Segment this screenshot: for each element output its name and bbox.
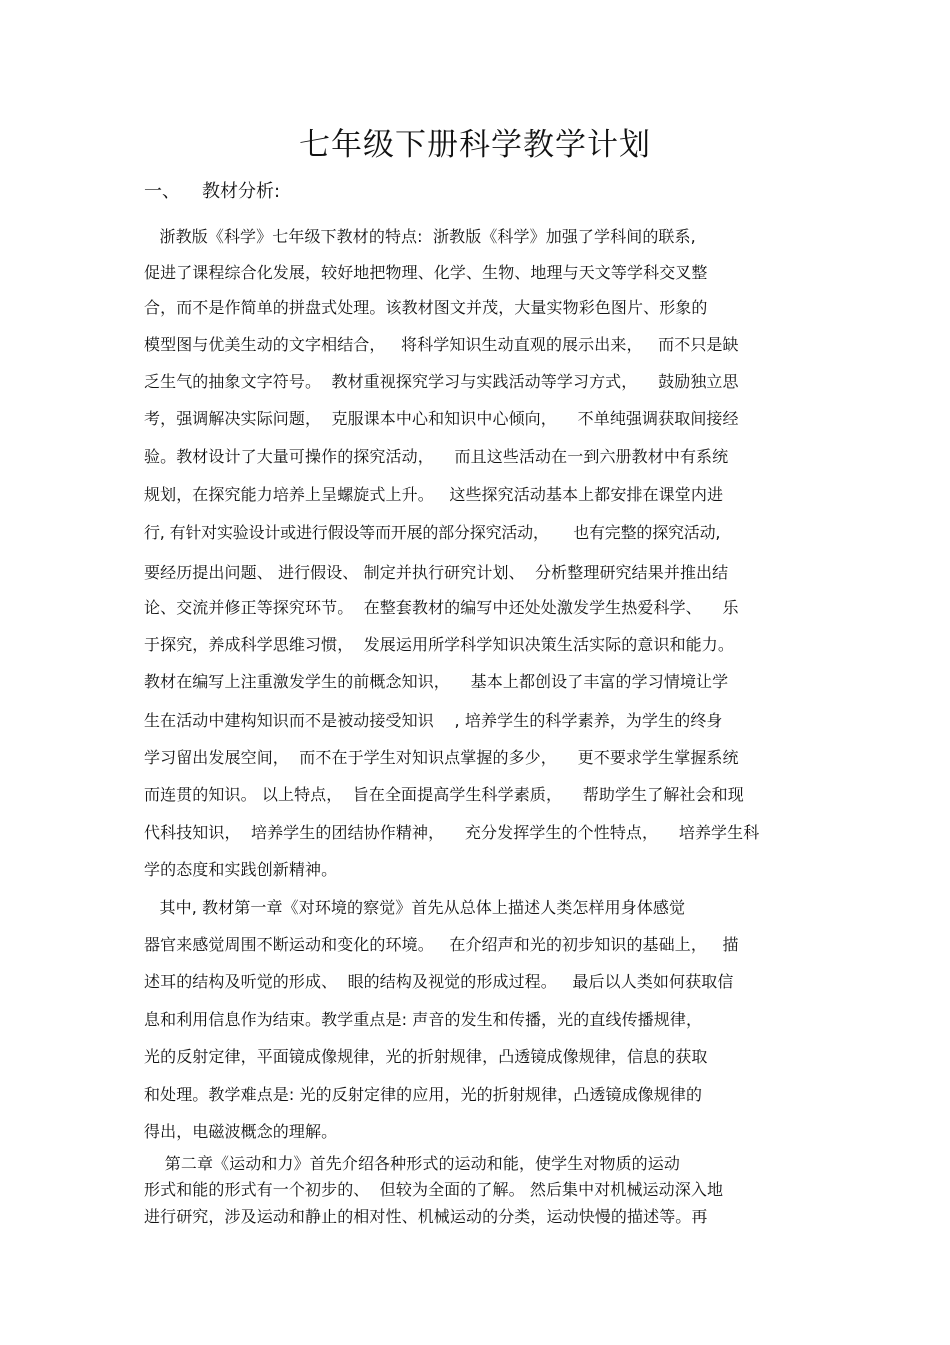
paragraph-line: 代科技知识， 培养学生的团结协作精神， 充分发挥学生的个性特点， 培养学生科 xyxy=(144,823,760,842)
paragraph-line: 学的态度和实践创新精神。 xyxy=(144,860,338,879)
paragraph-line: 要经历提出问题、 进行假设、 制定并执行研究计划、 分析整理研究结果并推出结 xyxy=(144,563,729,582)
paragraph-line: 行, 有针对实验设计或进行假设等而开展的部分探究活动， 也有完整的探究活动, xyxy=(144,523,721,542)
paragraph-line: 器官来感觉周围不断运动和变化的环境。 在介绍声和光的初步知识的基础上， 描 xyxy=(144,935,739,954)
paragraph-line: 形式和能的形式有一个初步的、 但较为全面的了解。 然后集中对机械运动深入地 xyxy=(144,1180,724,1199)
paragraph-line: 而连贯的知识。 以上特点， 旨在全面提高学生科学素质， 帮助学生了解社会和现 xyxy=(144,785,744,804)
paragraph-line: 第二章《运动和力》首先介绍各种形式的运动和能，使学生对物质的运动 xyxy=(144,1154,680,1173)
paragraph-line: 生在活动中建构知识而不是被动接受知识 , 培养学生的科学素养，为学生的终身 xyxy=(144,711,723,730)
paragraph-line: 学习留出发展空间， 而不在于学生对知识点掌握的多少， 更不要求学生掌握系统 xyxy=(144,748,739,767)
paragraph-line: 述耳的结构及听觉的形成、 眼的结构及视觉的形成过程。 最后以人类如何获取信 xyxy=(144,972,734,991)
paragraph-line: 和处理。教学难点是: 光的反射定律的应用，光的折射规律，凸透镜成像规律的 xyxy=(144,1085,703,1104)
paragraph-line: 促进了课程综合化发展，较好地把物理、化学、生物、地理与天文等学科交叉整 xyxy=(144,263,708,282)
paragraph-line: 考，强调解决实际问题， 克服课本中心和知识中心倾向， 不单纯强调获取间接经 xyxy=(144,409,739,428)
paragraph-line: 规划，在探究能力培养上呈螺旋式上升。 这些探究活动基本上都安排在课堂内进 xyxy=(144,485,724,504)
paragraph-line: 其中, 教材第一章《对环境的察觉》首先从总体上描述人类怎样用身体感觉 xyxy=(144,898,686,917)
paragraph-line: 验。教材设计了大量可操作的探究活动， 而且这些活动在一到六册教材中有系统 xyxy=(144,447,729,466)
paragraph-line: 光的反射定律，平面镜成像规律，光的折射规律，凸透镜成像规律，信息的获取 xyxy=(144,1047,708,1066)
paragraph-line: 息和利用信息作为结束。教学重点是: 声音的发生和传播，光的直线传播规律， xyxy=(144,1010,703,1029)
paragraph-line: 合，而不是作简单的拼盘式处理。该教材图文并茂，大量实物彩色图片、形象的 xyxy=(144,298,708,317)
paragraph-line: 教材在编写上注重激发学生的前概念知识， 基本上都创设了丰富的学习情境让学 xyxy=(144,672,729,691)
paragraph-line: 论、交流并修正等探究环节。 在整套教材的编写中还处处激发学生热爱科学、 乐 xyxy=(144,598,739,617)
paragraph-line: 浙教版《科学》七年级下教材的特点: 浙教版《科学》加强了学科间的联系, xyxy=(144,227,696,246)
section-heading-text: 教材分析: xyxy=(202,181,281,202)
section-heading xyxy=(144,179,280,205)
paragraph-line: 于探究，养成科学思维习惯， 发展运用所学科学知识决策生活实际的意识和能力。 xyxy=(144,635,734,654)
paragraph-line: 进行研究，涉及运动和静止的相对性、机械运动的分类，运动快慢的描述等。再 xyxy=(144,1207,708,1226)
document-title: 七年级下册科学教学计划 xyxy=(299,127,651,163)
paragraph-line: 乏生气的抽象文字符号。 教材重视探究学习与实践活动等学习方式， 鼓励独立思 xyxy=(144,372,739,391)
paragraph-line: 得出，电磁波概念的理解。 xyxy=(144,1122,338,1141)
paragraph-line: 模型图与优美生动的文字相结合， 将科学知识生动直观的展示出来， 而不只是缺 xyxy=(144,335,739,354)
section-number: 一、 xyxy=(144,181,180,202)
